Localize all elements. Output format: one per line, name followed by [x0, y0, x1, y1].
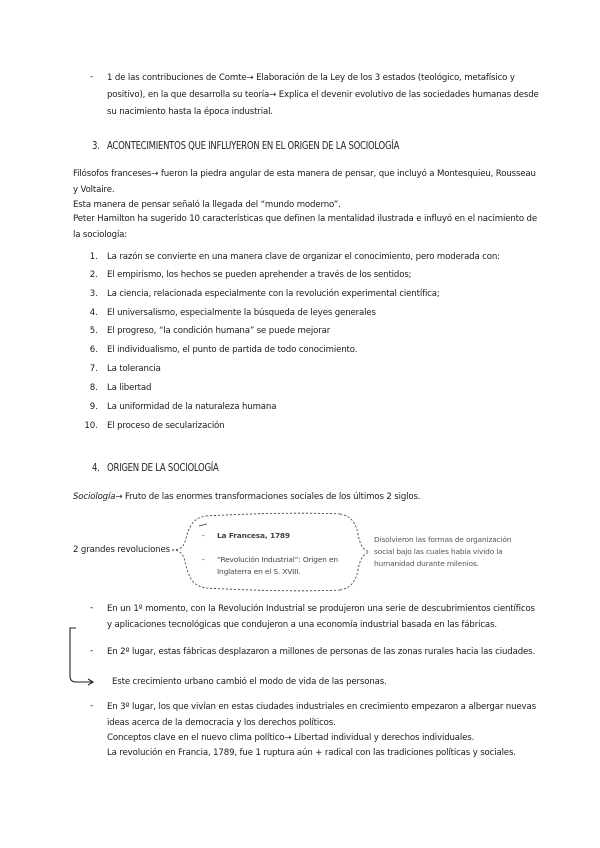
bullet-dash: - [202, 555, 205, 564]
list-item-number: 7. [89, 364, 98, 374]
diagram-item-industrial-line2: Inglaterra en el S. XVIII. [217, 567, 301, 576]
list-item: El universalismo, especialmente la búsqueda de leyes generales [107, 308, 376, 318]
section-3-para1-line1: Filósofos franceses→ fueron la piedra angular de esta manera de pensar, que incluyó a Montesquieu, Rousseau [73, 169, 536, 179]
section-3-title: ACONTECIMIENTOS QUE INFLUYERON EN EL ORIGEN DE LA SOCIOLOGÍA [107, 139, 400, 152]
bullet-dash: - [90, 646, 94, 656]
list-item-number: 4. [89, 308, 98, 318]
arrow-note: Este crecimiento urbano cambió el modo de vida de las personas. [112, 677, 387, 687]
brace-top-line [206, 513, 340, 516]
brace-bottom-left [172, 550, 206, 588]
bullet-dash: - [90, 701, 94, 711]
bullet-1-line2: y aplicaciones tecnológicas que condujeron a una economía industrial basada en las fábricas. [107, 620, 497, 630]
bullet-3-line4: La revolución en Francia, 1789, fue 1 ruptura aún + radical con las tradiciones políticas y sociales. [107, 748, 516, 758]
section-3-para2: Esta manera de pensar señaló la llegada del “mundo moderno”. [73, 200, 341, 210]
intro-line-1: 1 de las contribuciones de Comte→ Elaboración de la Ley de los 3 estados (teológico, metafísico y [107, 73, 515, 83]
list-item: La ciencia, relacionada especialmente con la revolución experimental científica; [107, 289, 440, 299]
bullet-3-line3: Conceptos clave en el nuevo clima político→ Libertad individual y derechos individuales. [107, 733, 475, 743]
brace-top-right [340, 514, 370, 552]
list-item: El proceso de secularización [107, 421, 225, 431]
bullet-dash: - [202, 531, 205, 540]
bullet-dash: - [90, 603, 94, 613]
list-item-number: 9. [89, 402, 98, 412]
section-3-para1-line2: y Voltaire. [73, 185, 115, 195]
list-item: La razón se convierte en una manera clave de organizar el conocimiento, pero moderada con: [107, 252, 500, 262]
diagram-item-francesa: La Francesa, 1789 [217, 531, 290, 540]
definition-text: → Fruto de las enormes transformaciones sociales de los últimos 2 siglos. [115, 492, 421, 502]
diagram-left-label: 2 grandes revoluciones [73, 545, 170, 555]
list-item-number: 6. [89, 345, 98, 355]
bullet-3-line2: ideas acerca de la democracia y los derechos políticos. [107, 718, 336, 728]
list-item-number: 1. [89, 252, 98, 262]
diagram-right-line2: social bajo las cuales había vivido la [374, 547, 503, 556]
section-4-title: ORIGEN DE LA SOCIOLOGÍA [107, 461, 219, 474]
list-item-number: 2. [89, 270, 98, 280]
section-4-number: 4. [92, 461, 100, 474]
section-3-para3-line2: la sociología: [73, 230, 128, 240]
diagram-item-industrial-line1: “Revolución Industrial”: Origen en [217, 555, 338, 564]
list-item: El progreso, “la condición humana” se puede mejorar [107, 326, 331, 336]
definition-term: Sociología [73, 492, 116, 502]
intro-line-2: positivo), en la que desarrolla su teoría→ Explica el devenir evolutivo de las sociedades humanas desde [107, 90, 539, 100]
list-item-number: 3. [89, 289, 98, 299]
bullet-dash: - [90, 72, 94, 82]
list-item: La libertad [107, 383, 152, 393]
list-item: El empirismo, los hechos se pueden aprehender a través de los sentidos; [107, 270, 412, 280]
bullet-1-line1: En un 1º momento, con la Revolución Industrial se produjeron una serie de descubrimientos científicos [107, 604, 535, 614]
list-item-number: 8. [89, 383, 98, 393]
list-item-number: 10. [84, 421, 98, 431]
brace-top-left [172, 516, 206, 550]
list-item: La tolerancia [107, 364, 161, 374]
list-item-number: 5. [89, 326, 98, 336]
margin-bracket-arrow [70, 628, 92, 682]
brace-bottom-line [206, 588, 340, 591]
brace-bottom-right [340, 552, 370, 590]
bullet-2: En 2º lugar, estas fábricas desplazaron a millones de personas de las zonas rurales hacia las ciudades. [107, 647, 536, 657]
bullet-3-line1: En 3º lugar, los que vivían en estas ciudades industriales en crecimiento empezaron a albergar nuevas [107, 702, 536, 712]
list-item: El individualismo, el punto de partida de todo conocimiento. [107, 345, 358, 355]
section-3-number: 3. [92, 139, 100, 152]
list-item: La uniformidad de la naturaleza humana [107, 402, 277, 412]
diagram-right-line3: humanidad durante milenios. [374, 559, 479, 568]
brace-tick [199, 524, 207, 526]
intro-line-3: su nacimiento hasta la época industrial. [107, 107, 273, 117]
section-3-para3-line1: Peter Hamilton ha sugerido 10 características que definen la mentalidad ilustrada e influyó en el nacimiento de [73, 214, 537, 224]
diagram-right-line1: Disolvieron las formas de organización [374, 535, 512, 544]
